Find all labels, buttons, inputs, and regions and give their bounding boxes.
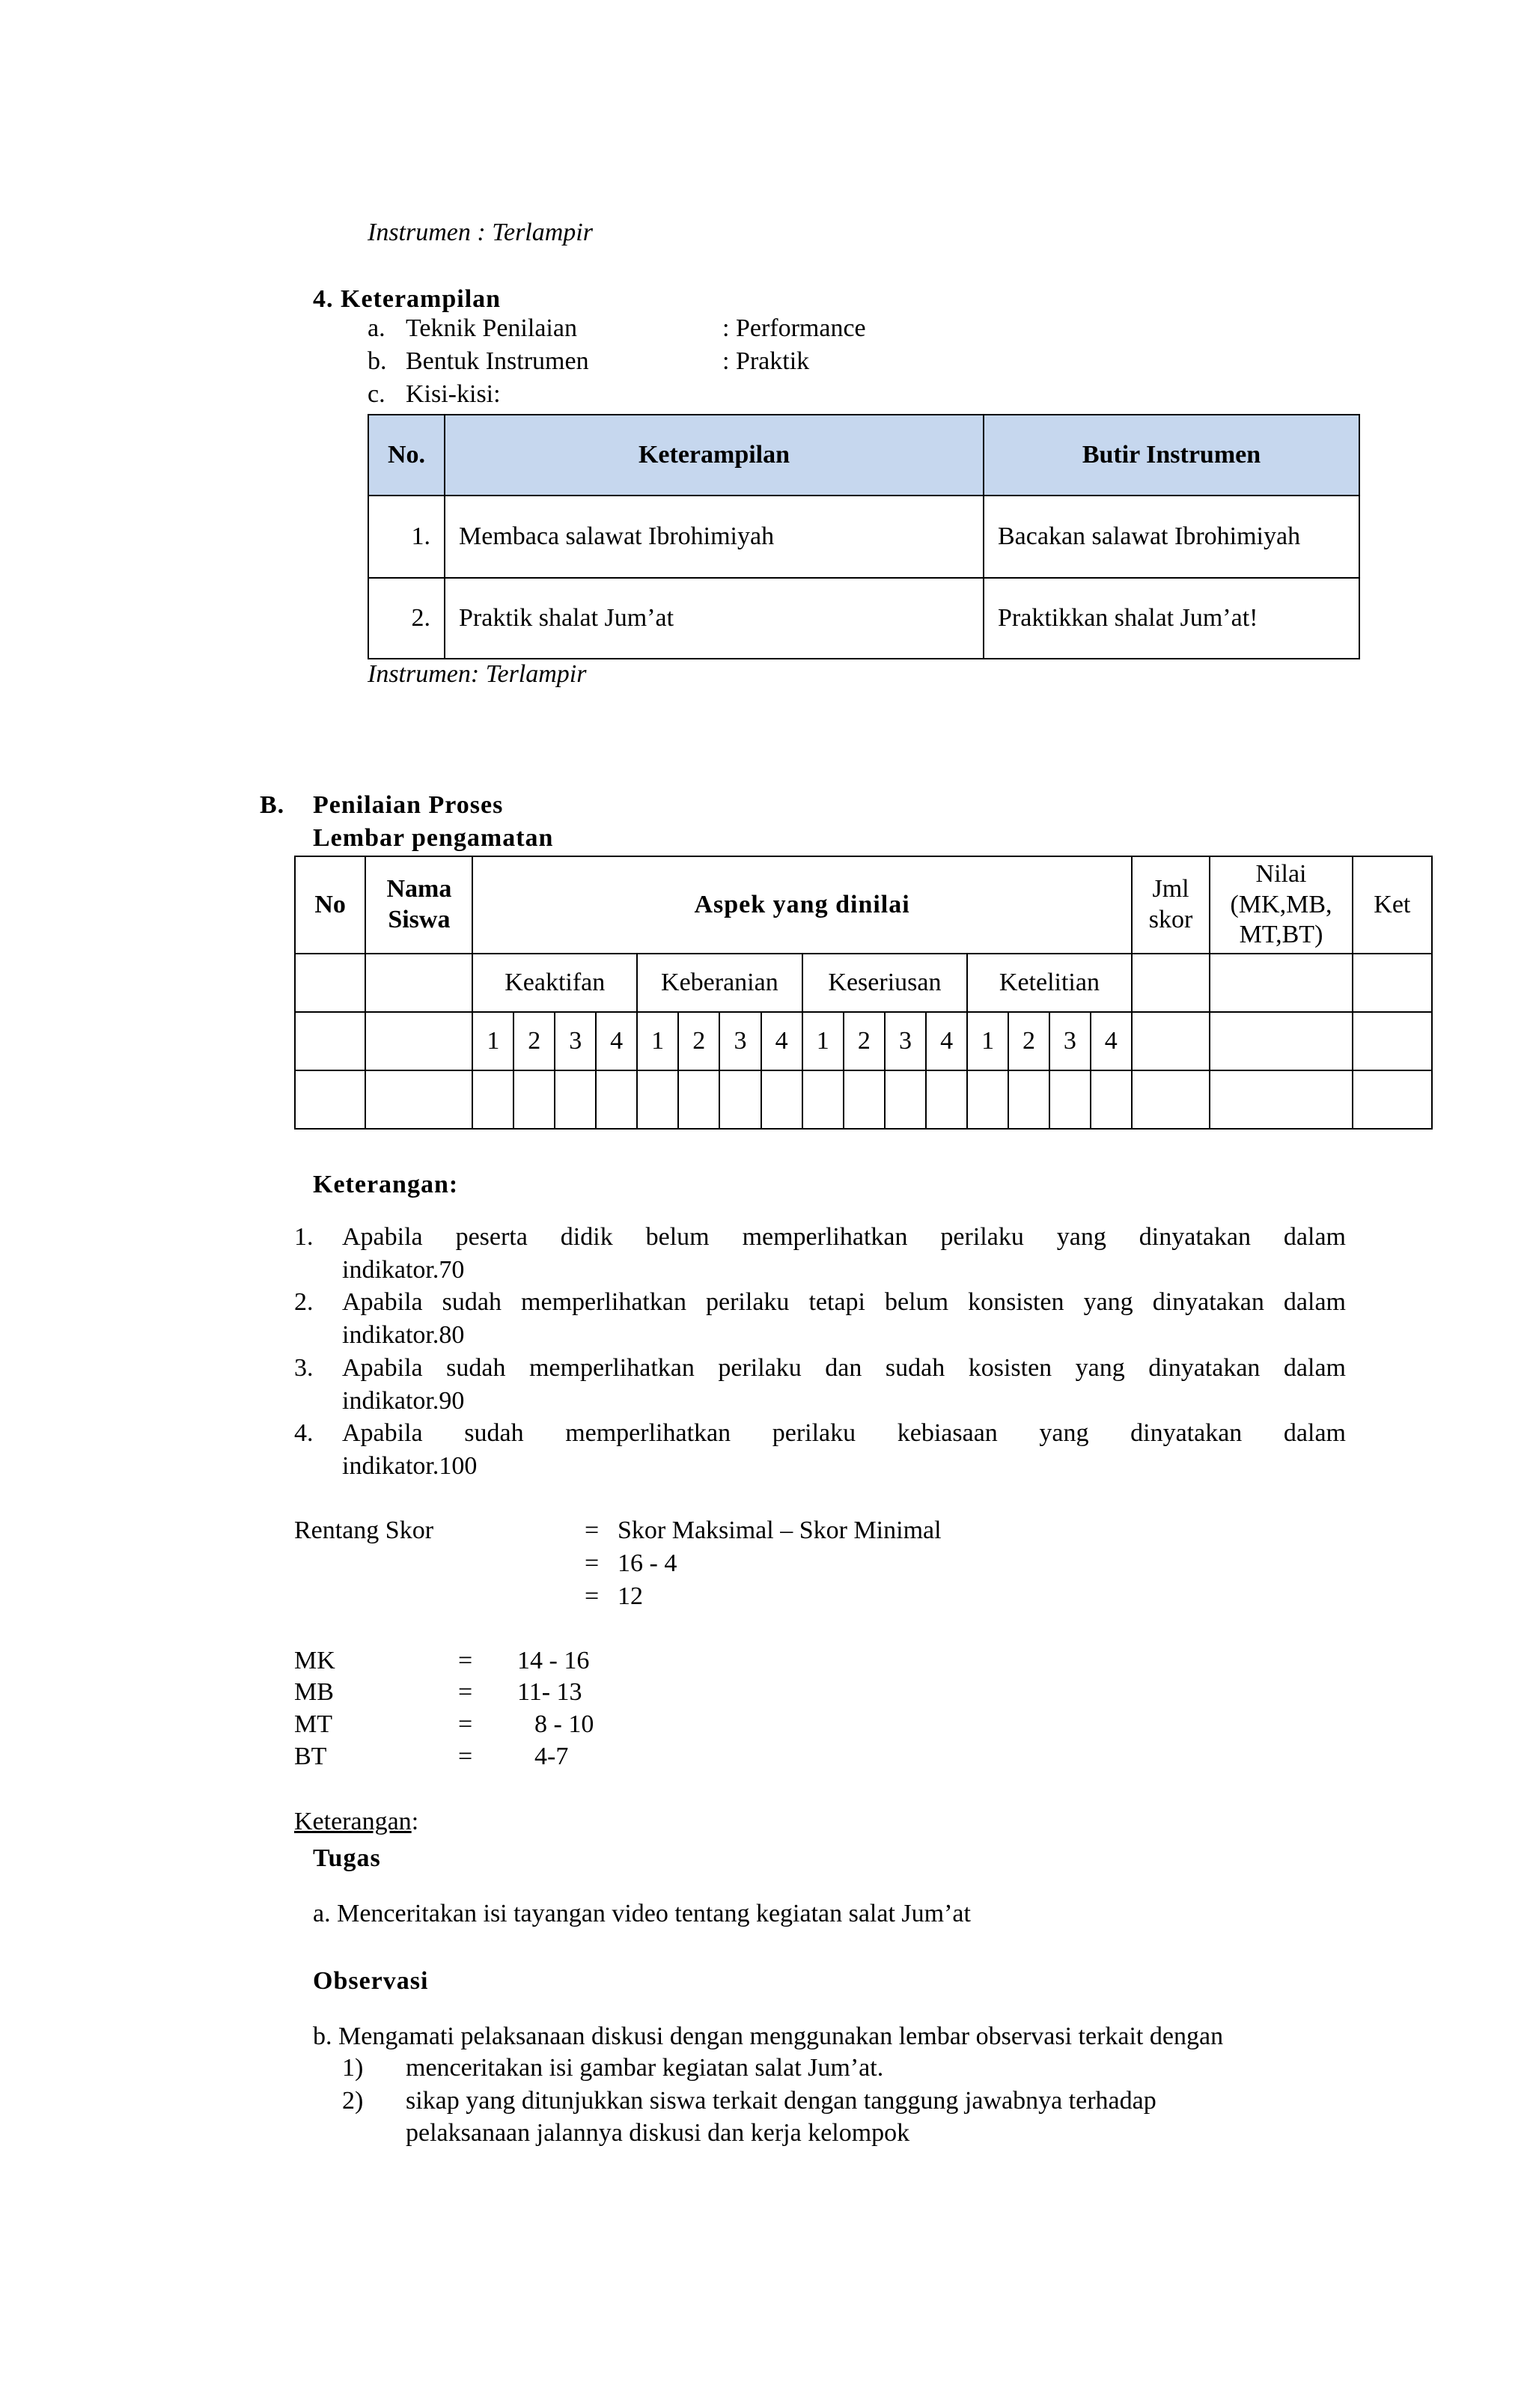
table-row: [368, 578, 1359, 659]
tugas-item: a. Menceritakan isi tayangan video tentang kegiatan salat Jum’at: [313, 1900, 971, 1927]
observasi-heading: Observasi: [313, 1967, 429, 1995]
skills-table-header-row: [368, 415, 1359, 496]
range-eq: =: [585, 1549, 600, 1577]
skills-heading: 4. Keterampilan: [313, 285, 502, 313]
obs-cell-empty: [1091, 1070, 1132, 1129]
grade-code: MK: [294, 1647, 335, 1674]
keterangan-label-text: Keterangan: [294, 1808, 412, 1835]
obs-cell-empty: [1008, 1070, 1049, 1129]
note-line-2: indikator.80: [342, 1321, 465, 1349]
keterangan-label: [294, 1809, 418, 1835]
obs-cell-empty: [1353, 954, 1432, 1012]
obs-cell-empty: [295, 954, 365, 1012]
obs-cell-empty: [926, 1070, 967, 1129]
obs-score: 2: [513, 1012, 555, 1070]
obs-score: 1: [802, 1012, 844, 1070]
obs-cell-empty: [513, 1070, 555, 1129]
range-eq: =: [585, 1582, 600, 1610]
note-num: 4.: [294, 1419, 314, 1447]
note-line-2: indikator.90: [342, 1387, 465, 1415]
obs-cell-empty: [802, 1070, 844, 1129]
obs-score: 2: [678, 1012, 719, 1070]
obs-header-no: No: [295, 856, 365, 954]
obs-score: 3: [555, 1012, 596, 1070]
grade-range: 8 - 10: [534, 1710, 594, 1738]
observation-header-row: [295, 856, 1432, 954]
skills-item-letter-a: a.: [368, 314, 385, 342]
obs-cell-empty: [1132, 954, 1210, 1012]
grade-eq: =: [458, 1743, 473, 1770]
note-line: Apabila sudah memperlihatkan perilaku kebiasaan yang dinyatakan dalam: [342, 1419, 1346, 1447]
range-value: 16 - 4: [618, 1549, 677, 1577]
obs-header-nilai: [1210, 856, 1352, 954]
skills-item-label-b: Bentuk Instrumen: [406, 347, 589, 375]
skills-header-item: Butir Instrumen: [984, 415, 1359, 496]
obs-cell-empty: [365, 1070, 472, 1129]
sub-item-text: sikap yang ditunjukkan siswa terkait dengan tanggung jawabnya terhadap: [406, 2087, 1156, 2115]
sub-item-text: menceritakan isi gambar kegiatan salat Jum’at.: [406, 2054, 884, 2082]
range-value: Skor Maksimal – Skor Minimal: [618, 1517, 942, 1544]
grade-range: 11- 13: [517, 1678, 582, 1706]
obs-cell-empty: [637, 1070, 678, 1129]
skills-item-letter-c: c.: [368, 380, 385, 408]
instrumen-note-bottom: Instrumen: Terlampir: [368, 660, 587, 688]
grade-eq: =: [458, 1647, 473, 1674]
sub-item-num: 1): [342, 2054, 364, 2082]
obs-cell-empty: [555, 1070, 596, 1129]
grade-code: MB: [294, 1678, 334, 1706]
obs-header-aspects: Aspek yang dinilai: [472, 856, 1131, 954]
obs-cell-empty: [596, 1070, 637, 1129]
obs-aspect-ketelitian: Ketelitian: [967, 954, 1132, 1012]
observation-table: [294, 856, 1433, 1130]
process-subheading: Lembar pengamatan: [313, 824, 554, 852]
obs-cell-empty: [761, 1070, 802, 1129]
obs-cell-empty: [295, 1070, 365, 1129]
skills-item-value-b: : Praktik: [722, 347, 810, 375]
obs-header-nilai-2: (MK,MB,: [1230, 890, 1332, 918]
obs-cell-empty: [1210, 1012, 1352, 1070]
grade-range: 14 - 16: [517, 1647, 590, 1674]
range-value: 12: [618, 1582, 643, 1610]
obs-cell-empty: [885, 1070, 926, 1129]
obs-aspect-keseriusan: Keseriusan: [802, 954, 967, 1012]
obs-header-ket: Ket: [1353, 856, 1432, 954]
obs-score: 1: [472, 1012, 513, 1070]
obs-header-jml-2: skor: [1148, 906, 1193, 933]
obs-cell-empty: [1353, 1070, 1432, 1129]
obs-cell-empty: [1049, 1070, 1091, 1129]
note-line-2: indikator.100: [342, 1452, 478, 1480]
obs-cell-empty: [967, 1070, 1008, 1129]
obs-score: 4: [926, 1012, 967, 1070]
obs-score: 1: [637, 1012, 678, 1070]
obs-score: 3: [885, 1012, 926, 1070]
notes-heading: Keterangan:: [313, 1171, 459, 1198]
skills-row-item: Bacakan salawat Ibrohimiyah: [984, 496, 1359, 578]
skills-table: [368, 414, 1360, 659]
instrumen-note-top: Instrumen : Terlampir: [368, 219, 593, 246]
skills-row-skill: Membaca salawat Ibrohimiyah: [445, 496, 984, 578]
obs-cell-empty: [1132, 1012, 1210, 1070]
skills-item-label-c: Kisi-kisi:: [406, 380, 501, 408]
obs-cell-empty: [719, 1070, 761, 1129]
skills-item-label-a: Teknik Penilaian: [406, 314, 577, 342]
obs-cell-empty: [1210, 1070, 1352, 1129]
grade-eq: =: [458, 1678, 473, 1706]
skills-row-no: 1.: [368, 496, 445, 578]
obs-score: 3: [719, 1012, 761, 1070]
obs-cell-empty: [1132, 1070, 1210, 1129]
obs-score: 4: [761, 1012, 802, 1070]
note-line: Apabila sudah memperlihatkan perilaku tetapi belum konsisten yang dinyatakan dalam: [342, 1288, 1346, 1316]
skills-item-letter-b: b.: [368, 347, 387, 375]
note-line: Apabila sudah memperlihatkan perilaku dan sudah kosisten yang dinyatakan dalam: [342, 1354, 1346, 1382]
grade-code: BT: [294, 1743, 327, 1770]
observation-aspects-row: [295, 954, 1432, 1012]
obs-cell-empty: [365, 1012, 472, 1070]
obs-score: 1: [967, 1012, 1008, 1070]
note-line: Apabila peserta didik belum memperlihatkan perilaku yang dinyatakan dalam: [342, 1223, 1346, 1251]
obs-header-name: [365, 856, 472, 954]
obs-cell-empty: [295, 1012, 365, 1070]
note-line-2: indikator.70: [342, 1256, 465, 1284]
grade-code: MT: [294, 1710, 332, 1738]
table-row: [295, 1070, 1432, 1129]
process-heading: Penilaian Proses: [313, 791, 504, 819]
obs-score: 4: [596, 1012, 637, 1070]
obs-header-name-1: Nama: [386, 875, 452, 903]
obs-header-nilai-3: MT,BT): [1239, 921, 1323, 949]
observation-scores-row: [295, 1012, 1432, 1070]
skills-row-skill: Praktik shalat Jum’at: [445, 578, 984, 659]
obs-header-jml: [1132, 856, 1210, 954]
obs-header-jml-1: Jml: [1152, 875, 1189, 903]
obs-cell-empty: [678, 1070, 719, 1129]
process-letter: B.: [260, 791, 285, 819]
obs-cell-empty: [844, 1070, 885, 1129]
sub-item-text-2: pelaksanaan jalannya diskusi dan kerja kelompok: [406, 2119, 910, 2147]
grade-range: 4-7: [534, 1743, 569, 1770]
obs-score: 4: [1091, 1012, 1132, 1070]
grade-eq: =: [458, 1710, 473, 1738]
keterangan-label-colon: :: [411, 1808, 419, 1835]
skills-header-no: No.: [368, 415, 445, 496]
note-num: 1.: [294, 1223, 314, 1251]
obs-aspect-keaktifan: Keaktifan: [472, 954, 637, 1012]
skills-row-no: 2.: [368, 578, 445, 659]
note-num: 3.: [294, 1354, 314, 1382]
range-eq: =: [585, 1517, 600, 1544]
obs-score: 2: [844, 1012, 885, 1070]
skills-row-item: Praktikkan shalat Jum’at!: [984, 578, 1359, 659]
table-row: [368, 496, 1359, 578]
range-label: Rentang Skor: [294, 1517, 434, 1544]
note-num: 2.: [294, 1288, 314, 1316]
skills-header-skill: Keterampilan: [445, 415, 984, 496]
obs-cell-empty: [365, 954, 472, 1012]
obs-cell-empty: [1353, 1012, 1432, 1070]
obs-cell-empty: [472, 1070, 513, 1129]
obs-header-name-2: Siswa: [388, 906, 451, 933]
obs-cell-empty: [1210, 954, 1352, 1012]
skills-item-value-a: : Performance: [722, 314, 866, 342]
sub-item-num: 2): [342, 2087, 364, 2115]
obs-aspect-keberanian: Keberanian: [637, 954, 802, 1012]
observasi-item: b. Mengamati pelaksanaan diskusi dengan menggunakan lembar observasi terkait dengan: [313, 2023, 1224, 2050]
obs-score: 3: [1049, 1012, 1091, 1070]
obs-score: 2: [1008, 1012, 1049, 1070]
obs-header-nilai-1: Nilai: [1255, 859, 1307, 888]
tugas-heading: Tugas: [313, 1844, 381, 1872]
